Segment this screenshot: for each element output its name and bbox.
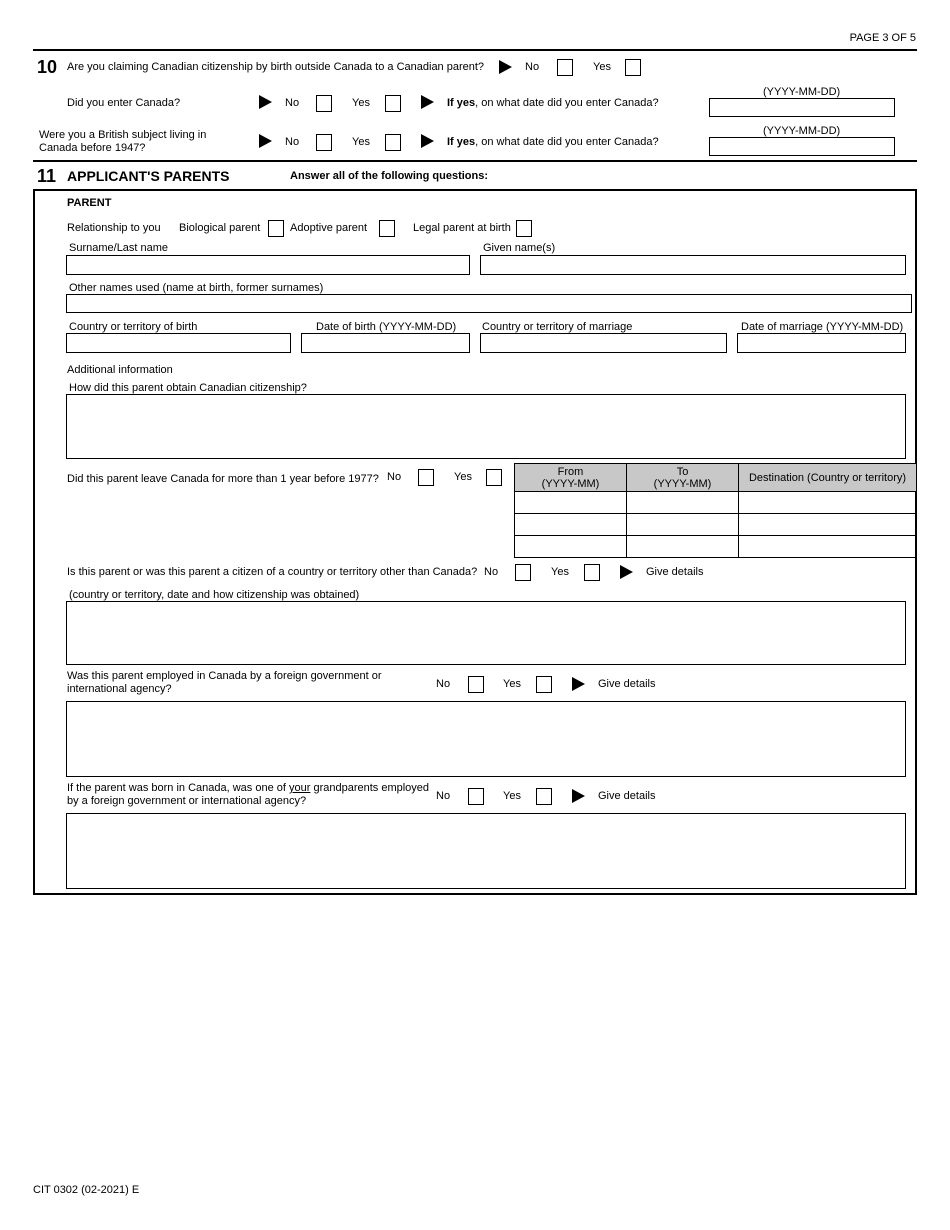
to-header: To (YYYY-MM) <box>627 464 739 492</box>
obtain-citizenship-field[interactable] <box>66 394 906 459</box>
biological-parent-label: Biological parent <box>179 222 261 234</box>
foreign-employment-no-checkbox[interactable] <box>468 676 484 693</box>
entered-date-text: , on what date did you enter Canada? <box>475 97 659 109</box>
entered-no-label: No <box>285 97 300 109</box>
british-yes-label: Yes <box>352 136 370 148</box>
q10-no-checkbox[interactable] <box>557 59 573 76</box>
country-of-birth-label: Country or territory of birth <box>69 321 198 333</box>
other-names-field[interactable] <box>66 294 912 313</box>
from-cell[interactable] <box>515 536 627 558</box>
given-name-label: Given name(s) <box>483 242 556 254</box>
left-canada-no-checkbox[interactable] <box>418 469 434 486</box>
foreign-employment-yes-checkbox[interactable] <box>536 676 552 693</box>
destination-cell[interactable] <box>739 536 917 558</box>
surname-label: Surname/Last name <box>69 242 169 254</box>
table-row <box>515 536 917 558</box>
trips-table <box>514 463 917 558</box>
biological-parent-checkbox[interactable] <box>268 220 284 237</box>
arrow-icon <box>572 789 585 803</box>
left-canada-yes-label: Yes <box>454 471 472 483</box>
section-divider <box>33 160 917 162</box>
foreign-employment-yes-label: Yes <box>503 678 521 690</box>
british-no-label: No <box>285 136 300 148</box>
other-citizenship-yes-label: Yes <box>551 566 569 578</box>
date-of-marriage-field[interactable] <box>737 333 906 353</box>
grandparents-question-part1: If the parent was born in Canada, was one of <box>67 782 289 794</box>
date-of-birth-field[interactable] <box>301 333 470 353</box>
grandparents-no-label: No <box>436 790 451 802</box>
other-citizenship-details-field[interactable] <box>66 601 906 665</box>
relationship-label: Relationship to you <box>67 222 161 234</box>
british-date-field[interactable] <box>709 137 895 156</box>
obtain-citizenship-question: How did this parent obtain Canadian citizenship? <box>69 382 307 394</box>
if-yes-label: If yes <box>447 136 476 148</box>
date-of-marriage-label: Date of marriage (YYYY-MM-DD) <box>741 321 904 333</box>
foreign-employment-question: Was this parent employed in Canada by a foreign government or international agency? <box>67 670 382 695</box>
arrow-icon <box>620 565 633 579</box>
parent-heading: PARENT <box>67 197 112 209</box>
page-number: PAGE 3 OF 5 <box>849 32 916 44</box>
entered-date-question <box>447 97 659 109</box>
table-row <box>515 492 917 514</box>
given-name-field[interactable] <box>480 255 906 275</box>
arrow-icon <box>499 60 512 74</box>
from-cell[interactable] <box>515 514 627 536</box>
give-details-label: Give details <box>646 566 704 578</box>
destination-header: Destination (Country or territory) <box>739 464 917 492</box>
table-row <box>515 514 917 536</box>
to-cell[interactable] <box>627 492 739 514</box>
country-of-marriage-field[interactable] <box>480 333 727 353</box>
grandparents-no-checkbox[interactable] <box>468 788 484 805</box>
other-citizenship-hint: (country or territory, date and how citizenship was obtained) <box>69 589 360 601</box>
left-canada-no-label: No <box>387 471 402 483</box>
destination-cell[interactable] <box>739 514 917 536</box>
from-header: From (YYYY-MM) <box>515 464 627 492</box>
entered-yes-checkbox[interactable] <box>385 95 401 112</box>
adoptive-parent-label: Adoptive parent <box>290 222 368 234</box>
trips-table-header <box>515 464 917 492</box>
grandparents-yes-checkbox[interactable] <box>536 788 552 805</box>
grandparents-question-part2: grandparents employed by a foreign government or international agency? <box>67 782 430 807</box>
arrow-icon <box>421 134 434 148</box>
other-citizenship-no-checkbox[interactable] <box>515 564 531 581</box>
date-of-birth-label: Date of birth (YYYY-MM-DD) <box>316 321 457 333</box>
to-cell[interactable] <box>627 536 739 558</box>
destination-cell[interactable] <box>739 492 917 514</box>
entered-no-checkbox[interactable] <box>316 95 332 112</box>
arrow-icon <box>259 95 272 109</box>
give-details-label: Give details <box>598 790 656 802</box>
section-11-title: APPLICANT'S PARENTS <box>67 168 230 184</box>
british-date-text: , on what date did you enter Canada? <box>475 136 659 148</box>
entered-date-format: (YYYY-MM-DD) <box>763 86 841 98</box>
q10-no-label: No <box>525 61 540 73</box>
legal-parent-label: Legal parent at birth <box>413 222 511 234</box>
section-11-number: 11 <box>37 166 57 186</box>
foreign-employment-no-label: No <box>436 678 451 690</box>
q10-yes-label: Yes <box>593 61 611 73</box>
british-subject-question: Were you a British subject living in Canada before 1947? <box>39 129 207 154</box>
left-canada-question: Did this parent leave Canada for more than 1 year before 1977? <box>67 473 379 485</box>
q10-yes-checkbox[interactable] <box>625 59 641 76</box>
british-date-question <box>447 136 659 148</box>
form-code-footer: CIT 0302 (02-2021) E <box>33 1184 140 1196</box>
adoptive-parent-checkbox[interactable] <box>379 220 395 237</box>
british-date-format: (YYYY-MM-DD) <box>763 125 841 137</box>
section-11-instruction: Answer all of the following questions: <box>290 170 489 182</box>
arrow-icon <box>421 95 434 109</box>
grandparents-details-field[interactable] <box>66 813 906 889</box>
grandparents-question <box>67 782 432 808</box>
foreign-employment-details-field[interactable] <box>66 701 906 777</box>
entered-canada-question: Did you enter Canada? <box>67 97 181 109</box>
surname-field[interactable] <box>66 255 470 275</box>
other-citizenship-yes-checkbox[interactable] <box>584 564 600 581</box>
country-of-marriage-label: Country or territory of marriage <box>482 321 633 333</box>
section-divider <box>33 49 917 51</box>
left-canada-yes-checkbox[interactable] <box>486 469 502 486</box>
legal-parent-checkbox[interactable] <box>516 220 532 237</box>
grandparents-question-your: your <box>288 782 311 794</box>
give-details-label: Give details <box>598 678 656 690</box>
if-yes-label: If yes <box>447 97 476 109</box>
arrow-icon <box>572 677 585 691</box>
british-yes-checkbox[interactable] <box>385 134 401 151</box>
additional-info-label: Additional information <box>67 364 173 376</box>
to-cell[interactable] <box>627 514 739 536</box>
section-10-number: 10 <box>37 57 58 77</box>
other-citizenship-question: Is this parent or was this parent a citizen of a country or territory other than Canada? <box>67 566 478 578</box>
grandparents-yes-label: Yes <box>503 790 521 802</box>
other-names-label: Other names used (name at birth, former surnames) <box>69 282 324 294</box>
entered-yes-label: Yes <box>352 97 370 109</box>
q10-citizenship-question: Are you claiming Canadian citizenship by birth outside Canada to a Canadian parent? <box>67 61 485 73</box>
british-no-checkbox[interactable] <box>316 134 332 151</box>
other-citizenship-no-label: No <box>484 566 499 578</box>
from-cell[interactable] <box>515 492 627 514</box>
arrow-icon <box>259 134 272 148</box>
entered-date-field[interactable] <box>709 98 895 117</box>
country-of-birth-field[interactable] <box>66 333 291 353</box>
